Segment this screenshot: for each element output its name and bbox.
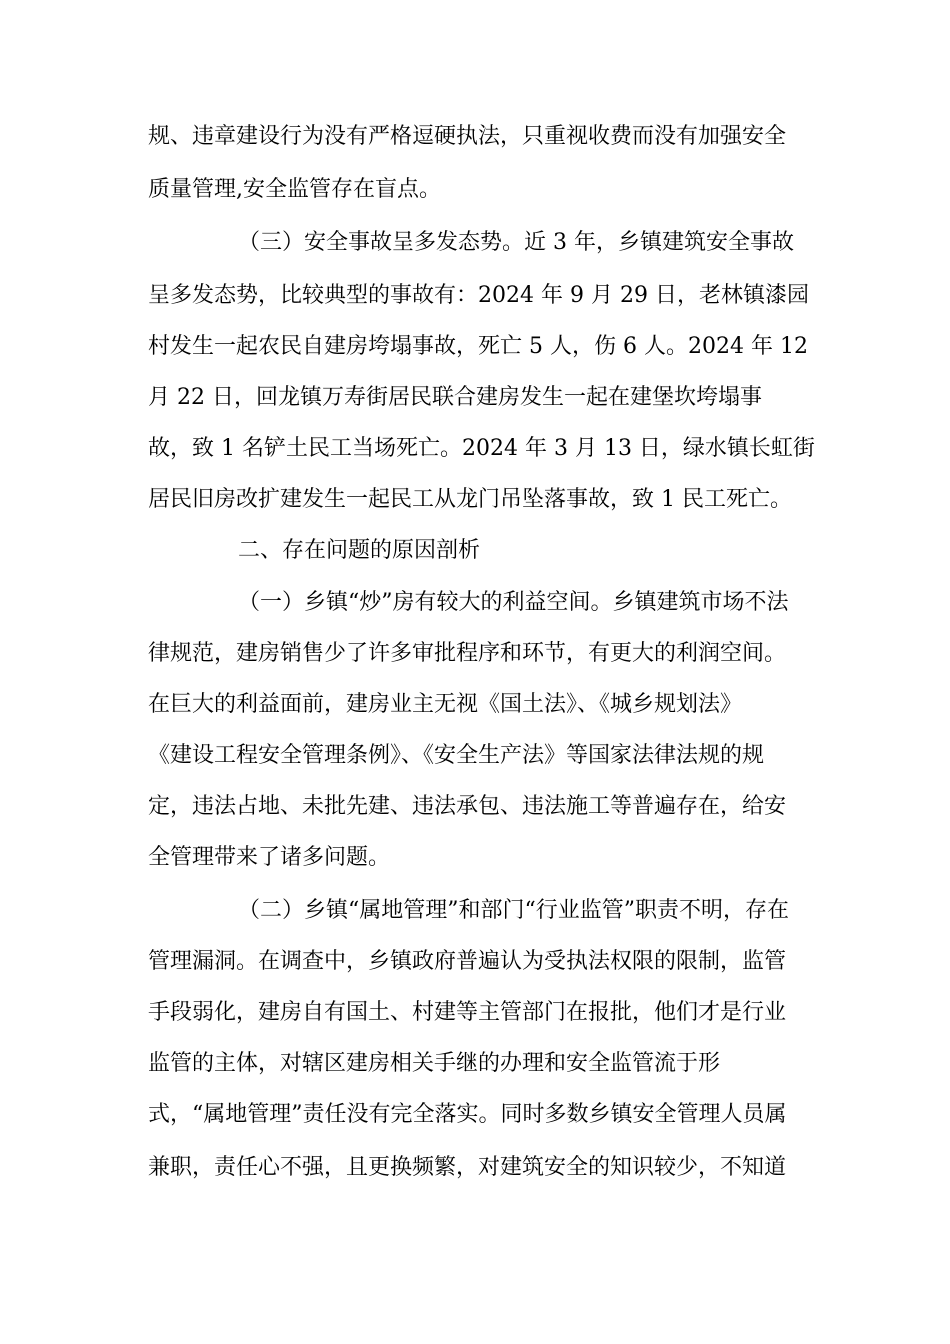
text-line: 手段弱化，建房自有国土、村建等主管部门在报批，他们才是行业 [148,1000,787,1025]
text-line: 在巨大的利益面前，建房业主无视《国土法》、《城乡规划法》 [148,692,743,717]
text-line: 定，违法占地、未批先建、违法承包、违法施工等普遍存在，给安 [148,794,787,819]
text-line: 全管理带来了诸多问题。 [148,845,391,870]
text-line: 月 22 日，回龙镇万寿街居民联合建房发生一起在建堡坎垮塌事 [148,385,762,410]
text-line: 兼职，责任心不强，且更换频繁，对建筑安全的知识较少，不知道 [148,1155,787,1180]
text-line: 《建设工程安全管理条例》、《安全生产法》等国家法律法规的规 [148,743,765,768]
text-line: 式，“属地管理”责任没有完全落实。同时多数乡镇安全管理人员属 [148,1102,787,1127]
text-line: 律规范，建房销售少了许多审批程序和环节，有更大的利润空间。 [148,641,787,666]
text-line: 居民旧房改扩建发生一起民工从龙门吊坠落事故，致 1 民工死亡。 [148,487,792,512]
text-line: 监管的主体，对辖区建房相关手继的办理和安全监管流于形 [148,1051,721,1076]
text-line: 质量管理,安全监管存在盲点。 [148,177,441,202]
paragraph-heading-1: （一）乡镇“炒”房有较大的利益空间。乡镇建筑市场不法 [238,590,789,615]
section-heading: 二、存在问题的原因剖析 [238,538,481,563]
text-line: 呈多发态势，比较典型的事故有：2024 年 9 月 29 日，老林镇漆园 [148,283,809,308]
text-line: 村发生一起农民自建房垮塌事故，死亡 5 人，伤 6 人。2024 年 12 [148,334,808,359]
text-line: 规、违章建设行为没有严格逗硬执法，只重视收费而没有加强安全 [148,124,787,149]
text-line: 故，致 1 名铲土民工当场死亡。2024 年 3 月 13 日，绿水镇长虹街 [148,436,815,461]
text-line: 管理漏洞。在调查中，乡镇政府普遍认为受执法权限的限制，监管 [148,949,787,974]
paragraph-heading-3: （三）安全事故呈多发态势。近 3 年，乡镇建筑安全事故 [238,230,794,255]
paragraph-heading-2: （二）乡镇“属地管理”和部门“行业监管”职责不明，存在 [238,898,789,923]
